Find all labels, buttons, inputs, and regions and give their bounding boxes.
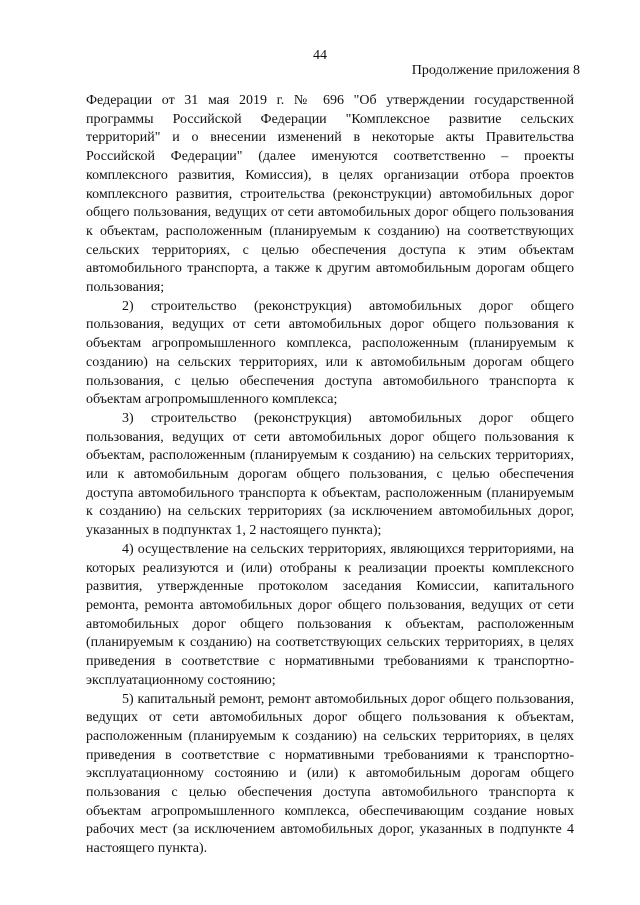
paragraph-item-4: 4) осуществление на сельских территориях, являющихся территориями, на которых реализуются и (или) отобраны к реализации проекты комплексного развития, утвержденные протоколом заседания Комиссии, капитального ремонта, ремонта автомобильных дорог общего пользования, ведущих от сети автомобильных дорог общего пользования к объектам, расположенным (планируемым к созданию) на соответствующих сельских территориях, в целях приведения в соответствие с нормативными требованиями к транспортно-эксплуатационному состоянию; — [86, 541, 574, 688]
page-number: 44 — [313, 48, 327, 63]
paragraph-continuation: Федерации от 31 мая 2019 г. № 696 "Об утверждении государственной программы Российской Федерации "Комплексное развитие сельских территорий" и о внесении изменений в некоторые акты Правительства Российской Федерации" (далее именуются соответственно – проекты комплексного развития, Комиссия), в целях организации отбора проектов комплексного развития, строительства (реконструкции) автомобильных дорог общего пользования, ведущих от сети автомобильных дорог общего пользования к объектам, расположенным (планируемым к созданию) на соответствующих сельских территориях, с целью обеспечения доступа к этим объектам автомобильного транспорта, а также к другим автомобильным дорогам общего пользования; — [86, 93, 574, 296]
paragraph-item-2: 2) строительство (реконструкция) автомобильных дорог общего пользования, ведущих от сети автомобильных дорог общего пользования к объектам агропромышленного комплекса, расположенным (планируемым к созданию) на сельских территориях, или к автомобильным дорогам общего пользования, с целью обеспечения доступа автомобильного транспорта к объектам агропромышленного комплекса; — [86, 298, 574, 408]
document-body — [86, 92, 574, 859]
paragraph-item-5: 5) капитальный ремонт, ремонт автомобильных дорог общего пользования, ведущих от сети автомобильных дорог общего пользования к объектам, расположенным (планируемым к созданию) на сельских территориях, в целях приведения в соответствие с нормативными требованиями к транспортно-эксплуатационному состоянию и (или) к автомобильным дорогам общего пользования с целью обеспечения доступа автомобильного транспорта к объектам агропромышленного комплекса, обеспечивающим создание новых рабочих мест (за исключением автомобильных дорог, указанных в подпункте 4 настоящего пункта). — [86, 691, 574, 857]
appendix-continuation-note: Продолжение приложения 8 — [411, 63, 580, 78]
paragraph-item-3: 3) строительство (реконструкция) автомобильных дорог общего пользования, ведущих от сети автомобильных дорог общего пользования к объектам, расположенным (планируемым к созданию) на сельских территориях, или к автомобильным дорогам общего пользования, с целью обеспечения доступа автомобильного транспорта к объектам, расположенным (планируемым к созданию) на сельских территориях (за исключением автомобильных дорог, указанных в подпунктах 1, 2 настоящего пункта); — [86, 410, 574, 539]
